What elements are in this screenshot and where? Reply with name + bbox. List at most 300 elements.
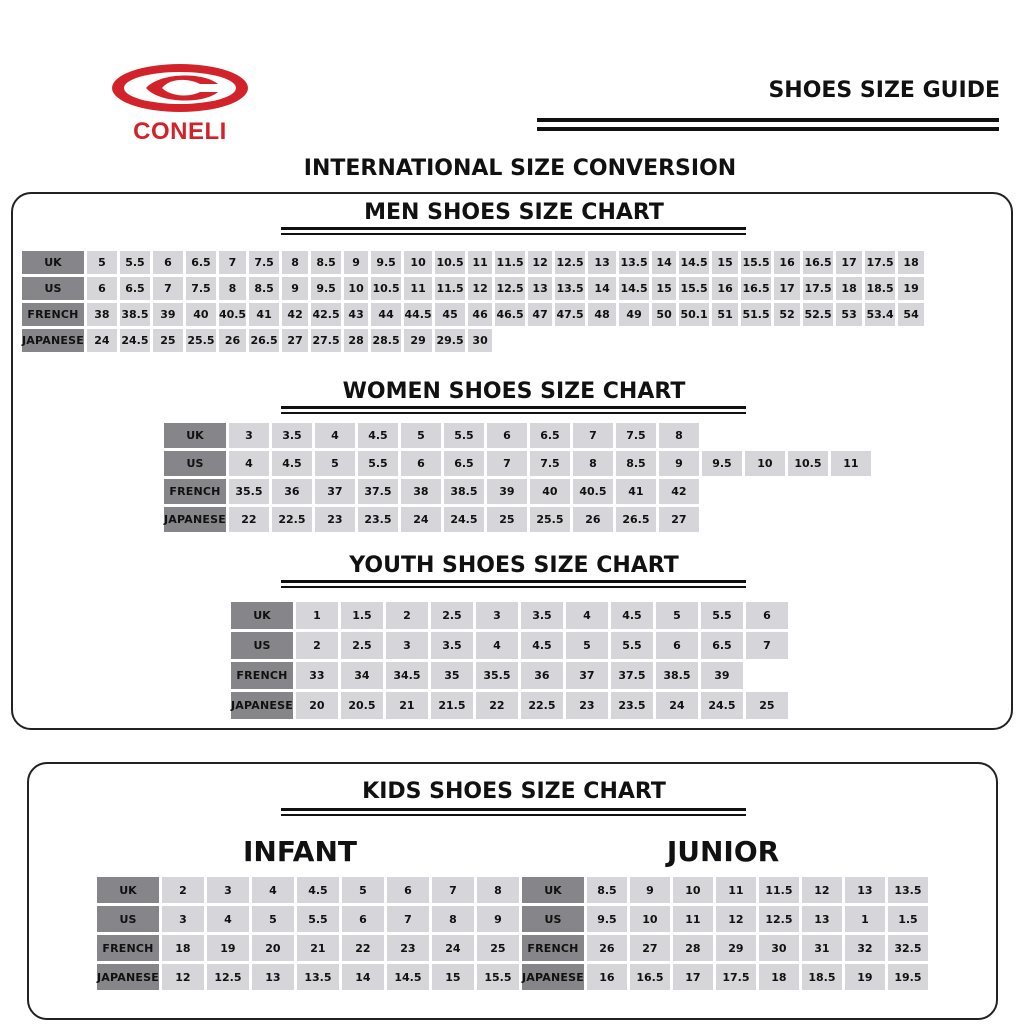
table-row bbox=[22, 251, 924, 274]
empty-cell bbox=[774, 329, 800, 352]
size-cell: 30 bbox=[759, 935, 799, 961]
row-label: UK bbox=[97, 877, 159, 903]
size-cell: 40 bbox=[186, 303, 216, 326]
size-cell: 22 bbox=[342, 935, 384, 961]
size-cell: 2.5 bbox=[341, 632, 383, 659]
table-row bbox=[22, 277, 924, 300]
table-row bbox=[231, 632, 788, 659]
size-cell: 19 bbox=[207, 935, 249, 961]
size-cell: 4.5 bbox=[611, 602, 653, 629]
size-cell: 14.5 bbox=[387, 964, 429, 990]
size-cell: 15.5 bbox=[679, 277, 709, 300]
size-cell: 24 bbox=[87, 329, 117, 352]
size-cell: 40.5 bbox=[219, 303, 246, 326]
guide-title: SHOES SIZE GUIDE bbox=[768, 78, 1000, 103]
table-row bbox=[164, 423, 871, 448]
size-cell: 11 bbox=[404, 277, 432, 300]
size-cell: 23 bbox=[387, 935, 429, 961]
size-cell: 52 bbox=[774, 303, 800, 326]
size-cell: 8 bbox=[282, 251, 308, 274]
men-title-rule-2 bbox=[281, 233, 746, 235]
size-cell: 24.5 bbox=[444, 507, 484, 532]
row-label: JAPANESE bbox=[97, 964, 159, 990]
size-cell: 2 bbox=[386, 602, 428, 629]
size-cell: 11 bbox=[673, 906, 713, 932]
size-cell: 47.5 bbox=[555, 303, 585, 326]
size-cell: 51 bbox=[712, 303, 738, 326]
size-cell: 18 bbox=[898, 251, 924, 274]
size-cell: 5 bbox=[252, 906, 294, 932]
size-cell: 44 bbox=[371, 303, 401, 326]
table-row bbox=[231, 602, 788, 629]
size-cell: 37 bbox=[315, 479, 355, 504]
women-size-table bbox=[161, 420, 874, 535]
size-cell: 18 bbox=[836, 277, 862, 300]
size-cell: 6 bbox=[387, 877, 429, 903]
empty-cell bbox=[836, 329, 862, 352]
size-cell: 6.5 bbox=[701, 632, 743, 659]
size-cell: 16 bbox=[587, 964, 627, 990]
row-label: UK bbox=[22, 251, 84, 274]
size-cell: 4.5 bbox=[358, 423, 398, 448]
size-cell: 4 bbox=[229, 451, 269, 476]
empty-cell bbox=[898, 329, 924, 352]
size-cell: 18 bbox=[759, 964, 799, 990]
size-cell: 14.5 bbox=[679, 251, 709, 274]
size-cell: 13 bbox=[588, 251, 616, 274]
size-cell: 7 bbox=[746, 632, 788, 659]
table-row bbox=[22, 303, 924, 326]
size-cell: 37.5 bbox=[611, 662, 653, 689]
size-cell: 17.5 bbox=[803, 277, 833, 300]
size-cell: 3 bbox=[229, 423, 269, 448]
women-title-rule bbox=[281, 406, 746, 409]
size-cell: 8.5 bbox=[616, 451, 656, 476]
size-cell: 4 bbox=[315, 423, 355, 448]
size-cell: 29 bbox=[716, 935, 756, 961]
empty-cell bbox=[865, 329, 895, 352]
size-cell: 7 bbox=[573, 423, 613, 448]
size-cell: 20 bbox=[296, 692, 338, 719]
row-label: JAPANESE bbox=[164, 507, 226, 532]
size-cell: 7 bbox=[219, 251, 246, 274]
size-cell: 4 bbox=[566, 602, 608, 629]
size-cell: 45 bbox=[435, 303, 465, 326]
size-cell: 6 bbox=[746, 602, 788, 629]
size-cell: 13 bbox=[845, 877, 885, 903]
size-cell: 5 bbox=[401, 423, 441, 448]
page-title: INTERNATIONAL SIZE CONVERSION bbox=[303, 156, 737, 181]
size-cell: 5 bbox=[87, 251, 117, 274]
size-cell: 36 bbox=[272, 479, 312, 504]
men-chart-title: MEN SHOES SIZE CHART bbox=[364, 200, 664, 225]
size-cell: 8.5 bbox=[249, 277, 279, 300]
table-row bbox=[522, 906, 928, 932]
youth-chart-title: YOUTH SHOES SIZE CHART bbox=[349, 553, 679, 578]
size-cell: 10.5 bbox=[788, 451, 828, 476]
size-cell: 14.5 bbox=[619, 277, 649, 300]
size-cell: 46.5 bbox=[495, 303, 525, 326]
size-cell: 15.5 bbox=[741, 251, 771, 274]
size-cell: 16 bbox=[712, 277, 738, 300]
size-cell: 12 bbox=[802, 877, 842, 903]
size-cell: 7.5 bbox=[530, 451, 570, 476]
size-cell: 5.5 bbox=[120, 251, 150, 274]
men-size-table bbox=[19, 248, 927, 355]
size-cell: 6 bbox=[656, 632, 698, 659]
size-cell: 9 bbox=[630, 877, 670, 903]
size-cell: 50.1 bbox=[679, 303, 709, 326]
size-cell: 26 bbox=[587, 935, 627, 961]
size-cell: 16 bbox=[774, 251, 800, 274]
size-cell: 10 bbox=[344, 277, 368, 300]
size-cell: 24 bbox=[401, 507, 441, 532]
empty-cell bbox=[702, 507, 742, 532]
row-label: FRENCH bbox=[22, 303, 84, 326]
size-cell: 25.5 bbox=[530, 507, 570, 532]
size-cell: 2.5 bbox=[431, 602, 473, 629]
size-cell: 9 bbox=[344, 251, 368, 274]
empty-cell bbox=[745, 479, 785, 504]
junior-size-table bbox=[519, 874, 931, 993]
size-cell: 35 bbox=[431, 662, 473, 689]
size-cell: 4 bbox=[476, 632, 518, 659]
size-cell: 4 bbox=[252, 877, 294, 903]
men-title-rule bbox=[281, 227, 746, 230]
size-cell: 38.5 bbox=[444, 479, 484, 504]
empty-cell bbox=[788, 479, 828, 504]
table-row bbox=[97, 906, 519, 932]
table-row bbox=[231, 692, 788, 719]
table-row bbox=[522, 935, 928, 961]
size-cell: 12.5 bbox=[759, 906, 799, 932]
size-cell: 48 bbox=[588, 303, 616, 326]
size-cell: 19.5 bbox=[888, 964, 928, 990]
empty-cell bbox=[788, 423, 828, 448]
size-cell: 3.5 bbox=[521, 602, 563, 629]
empty-cell bbox=[746, 662, 788, 689]
size-cell: 25 bbox=[487, 507, 527, 532]
size-cell: 17 bbox=[673, 964, 713, 990]
table-row bbox=[97, 877, 519, 903]
size-cell: 7 bbox=[487, 451, 527, 476]
size-cell: 28 bbox=[344, 329, 368, 352]
empty-cell bbox=[831, 423, 871, 448]
size-cell: 9 bbox=[282, 277, 308, 300]
size-cell: 15 bbox=[432, 964, 474, 990]
table-row bbox=[164, 451, 871, 476]
size-cell: 37 bbox=[566, 662, 608, 689]
women-title-rule-2 bbox=[281, 412, 746, 414]
size-cell: 13.5 bbox=[297, 964, 339, 990]
size-cell: 34 bbox=[341, 662, 383, 689]
size-cell: 8 bbox=[477, 877, 519, 903]
size-cell: 24 bbox=[432, 935, 474, 961]
empty-cell bbox=[745, 507, 785, 532]
youth-title-rule bbox=[281, 580, 746, 583]
size-cell: 25 bbox=[746, 692, 788, 719]
size-cell: 8.5 bbox=[311, 251, 341, 274]
size-cell: 51.5 bbox=[741, 303, 771, 326]
table-row bbox=[22, 329, 924, 352]
size-cell: 9.5 bbox=[702, 451, 742, 476]
size-cell: 5 bbox=[566, 632, 608, 659]
size-cell: 7.5 bbox=[616, 423, 656, 448]
size-cell: 39 bbox=[701, 662, 743, 689]
size-cell: 29.5 bbox=[435, 329, 465, 352]
size-cell: 42 bbox=[282, 303, 308, 326]
size-cell: 30 bbox=[468, 329, 492, 352]
size-cell: 27 bbox=[282, 329, 308, 352]
empty-cell bbox=[619, 329, 649, 352]
size-cell: 4 bbox=[207, 906, 249, 932]
size-cell: 4.5 bbox=[297, 877, 339, 903]
size-cell: 10 bbox=[404, 251, 432, 274]
size-cell: 25 bbox=[477, 935, 519, 961]
junior-title: JUNIOR bbox=[666, 835, 780, 868]
size-cell: 27 bbox=[630, 935, 670, 961]
size-cell: 12.5 bbox=[555, 251, 585, 274]
size-cell: 3 bbox=[476, 602, 518, 629]
empty-cell bbox=[803, 329, 833, 352]
size-cell: 27.5 bbox=[311, 329, 341, 352]
size-cell: 32.5 bbox=[888, 935, 928, 961]
size-cell: 38.5 bbox=[656, 662, 698, 689]
table-row bbox=[97, 935, 519, 961]
size-cell: 12.5 bbox=[495, 277, 525, 300]
size-cell: 7.5 bbox=[186, 277, 216, 300]
size-cell: 17.5 bbox=[716, 964, 756, 990]
size-cell: 1 bbox=[296, 602, 338, 629]
size-cell: 10.5 bbox=[435, 251, 465, 274]
empty-cell bbox=[495, 329, 525, 352]
table-row bbox=[97, 964, 519, 990]
size-cell: 35.5 bbox=[476, 662, 518, 689]
size-cell: 18.5 bbox=[802, 964, 842, 990]
size-cell: 40 bbox=[530, 479, 570, 504]
size-cell: 38 bbox=[87, 303, 117, 326]
empty-cell bbox=[712, 329, 738, 352]
size-cell: 8 bbox=[573, 451, 613, 476]
size-cell: 39 bbox=[153, 303, 183, 326]
size-cell: 17 bbox=[836, 251, 862, 274]
empty-cell bbox=[745, 423, 785, 448]
infant-size-table bbox=[94, 874, 522, 993]
size-cell: 10 bbox=[673, 877, 713, 903]
size-cell: 24.5 bbox=[120, 329, 150, 352]
size-cell: 12 bbox=[716, 906, 756, 932]
size-cell: 6 bbox=[487, 423, 527, 448]
size-cell: 5 bbox=[342, 877, 384, 903]
empty-cell bbox=[652, 329, 676, 352]
size-cell: 26.5 bbox=[616, 507, 656, 532]
size-cell: 5.5 bbox=[444, 423, 484, 448]
size-cell: 14 bbox=[588, 277, 616, 300]
size-cell: 38.5 bbox=[120, 303, 150, 326]
size-cell: 26 bbox=[219, 329, 246, 352]
size-cell: 6.5 bbox=[120, 277, 150, 300]
empty-cell bbox=[702, 423, 742, 448]
size-cell: 37.5 bbox=[358, 479, 398, 504]
size-cell: 6 bbox=[401, 451, 441, 476]
size-cell: 27 bbox=[659, 507, 699, 532]
row-label: US bbox=[164, 451, 226, 476]
size-cell: 9 bbox=[659, 451, 699, 476]
size-cell: 4.5 bbox=[272, 451, 312, 476]
size-cell: 44.5 bbox=[404, 303, 432, 326]
size-cell: 32 bbox=[845, 935, 885, 961]
size-cell: 22.5 bbox=[521, 692, 563, 719]
size-cell: 14 bbox=[652, 251, 676, 274]
size-cell: 3.5 bbox=[272, 423, 312, 448]
size-cell: 15 bbox=[712, 251, 738, 274]
size-cell: 46 bbox=[468, 303, 492, 326]
youth-size-table bbox=[228, 599, 791, 722]
size-cell: 18 bbox=[162, 935, 204, 961]
size-cell: 11 bbox=[716, 877, 756, 903]
empty-cell bbox=[679, 329, 709, 352]
size-cell: 16.5 bbox=[803, 251, 833, 274]
table-row bbox=[231, 662, 788, 689]
row-label: FRENCH bbox=[97, 935, 159, 961]
size-cell: 20.5 bbox=[341, 692, 383, 719]
size-cell: 18.5 bbox=[865, 277, 895, 300]
size-cell: 1.5 bbox=[888, 906, 928, 932]
table-row bbox=[164, 507, 871, 532]
empty-cell bbox=[788, 507, 828, 532]
size-cell: 13 bbox=[802, 906, 842, 932]
size-cell: 6.5 bbox=[530, 423, 570, 448]
empty-cell bbox=[555, 329, 585, 352]
size-cell: 38 bbox=[401, 479, 441, 504]
empty-cell bbox=[831, 507, 871, 532]
size-cell: 14 bbox=[342, 964, 384, 990]
size-cell: 9.5 bbox=[311, 277, 341, 300]
row-label: FRENCH bbox=[164, 479, 226, 504]
size-cell: 12.5 bbox=[207, 964, 249, 990]
size-cell: 28.5 bbox=[371, 329, 401, 352]
row-label: US bbox=[22, 277, 84, 300]
kids-chart-title: KIDS SHOES SIZE CHART bbox=[362, 779, 666, 804]
title-rule-bottom bbox=[537, 127, 999, 131]
size-cell: 9.5 bbox=[587, 906, 627, 932]
size-cell: 23 bbox=[315, 507, 355, 532]
size-cell: 5 bbox=[315, 451, 355, 476]
size-cell: 12 bbox=[162, 964, 204, 990]
size-cell: 1 bbox=[845, 906, 885, 932]
size-cell: 33 bbox=[296, 662, 338, 689]
size-cell: 23.5 bbox=[358, 507, 398, 532]
size-cell: 4.5 bbox=[521, 632, 563, 659]
size-cell: 43 bbox=[344, 303, 368, 326]
size-cell: 53.4 bbox=[865, 303, 895, 326]
size-cell: 40.5 bbox=[573, 479, 613, 504]
size-cell: 8 bbox=[432, 906, 474, 932]
women-chart-title: WOMEN SHOES SIZE CHART bbox=[342, 379, 686, 404]
size-cell: 12 bbox=[528, 251, 552, 274]
size-cell: 6 bbox=[342, 906, 384, 932]
size-cell: 10.5 bbox=[371, 277, 401, 300]
size-cell: 6 bbox=[87, 277, 117, 300]
row-label: JAPANESE bbox=[22, 329, 84, 352]
empty-cell bbox=[702, 479, 742, 504]
size-cell: 10 bbox=[745, 451, 785, 476]
size-cell: 26.5 bbox=[249, 329, 279, 352]
size-cell: 39 bbox=[487, 479, 527, 504]
size-cell: 13 bbox=[252, 964, 294, 990]
size-cell: 54 bbox=[898, 303, 924, 326]
size-cell: 16.5 bbox=[630, 964, 670, 990]
infant-title: INFANT bbox=[243, 835, 357, 868]
size-cell: 21 bbox=[386, 692, 428, 719]
size-cell: 24 bbox=[656, 692, 698, 719]
size-cell: 15.5 bbox=[477, 964, 519, 990]
size-cell: 7 bbox=[387, 906, 429, 932]
size-cell: 11.5 bbox=[435, 277, 465, 300]
table-row bbox=[522, 964, 928, 990]
size-cell: 26 bbox=[573, 507, 613, 532]
size-cell: 15 bbox=[652, 277, 676, 300]
size-cell: 5.5 bbox=[358, 451, 398, 476]
row-label: UK bbox=[522, 877, 584, 903]
size-cell: 3 bbox=[207, 877, 249, 903]
size-cell: 36 bbox=[521, 662, 563, 689]
size-cell: 19 bbox=[845, 964, 885, 990]
size-cell: 2 bbox=[162, 877, 204, 903]
size-cell: 47 bbox=[528, 303, 552, 326]
size-cell: 42 bbox=[659, 479, 699, 504]
size-cell: 8 bbox=[219, 277, 246, 300]
size-cell: 8 bbox=[659, 423, 699, 448]
size-cell: 6 bbox=[153, 251, 183, 274]
size-cell: 21.5 bbox=[431, 692, 473, 719]
size-cell: 11.5 bbox=[759, 877, 799, 903]
empty-cell bbox=[831, 479, 871, 504]
size-cell: 22 bbox=[476, 692, 518, 719]
size-cell: 12 bbox=[468, 277, 492, 300]
brand-name: CONELI bbox=[133, 118, 227, 145]
row-label: FRENCH bbox=[231, 662, 293, 689]
size-cell: 6.5 bbox=[186, 251, 216, 274]
size-cell: 13 bbox=[528, 277, 552, 300]
kids-title-rule-2 bbox=[281, 814, 746, 816]
size-cell: 42.5 bbox=[311, 303, 341, 326]
empty-cell bbox=[588, 329, 616, 352]
size-cell: 9 bbox=[477, 906, 519, 932]
size-cell: 24.5 bbox=[701, 692, 743, 719]
kids-title-rule bbox=[281, 808, 746, 811]
size-cell: 7 bbox=[153, 277, 183, 300]
size-cell: 17.5 bbox=[865, 251, 895, 274]
size-cell: 22 bbox=[229, 507, 269, 532]
youth-title-rule-2 bbox=[281, 586, 746, 588]
size-cell: 52.5 bbox=[803, 303, 833, 326]
size-cell: 23.5 bbox=[611, 692, 653, 719]
size-cell: 22.5 bbox=[272, 507, 312, 532]
size-cell: 25 bbox=[153, 329, 183, 352]
size-cell: 23 bbox=[566, 692, 608, 719]
size-cell: 19 bbox=[898, 277, 924, 300]
size-cell: 2 bbox=[296, 632, 338, 659]
size-cell: 3.5 bbox=[431, 632, 473, 659]
size-cell: 7 bbox=[432, 877, 474, 903]
size-cell: 11 bbox=[468, 251, 492, 274]
size-cell: 11 bbox=[831, 451, 871, 476]
size-cell: 5.5 bbox=[297, 906, 339, 932]
size-cell: 25.5 bbox=[186, 329, 216, 352]
size-cell: 49 bbox=[619, 303, 649, 326]
size-cell: 53 bbox=[836, 303, 862, 326]
